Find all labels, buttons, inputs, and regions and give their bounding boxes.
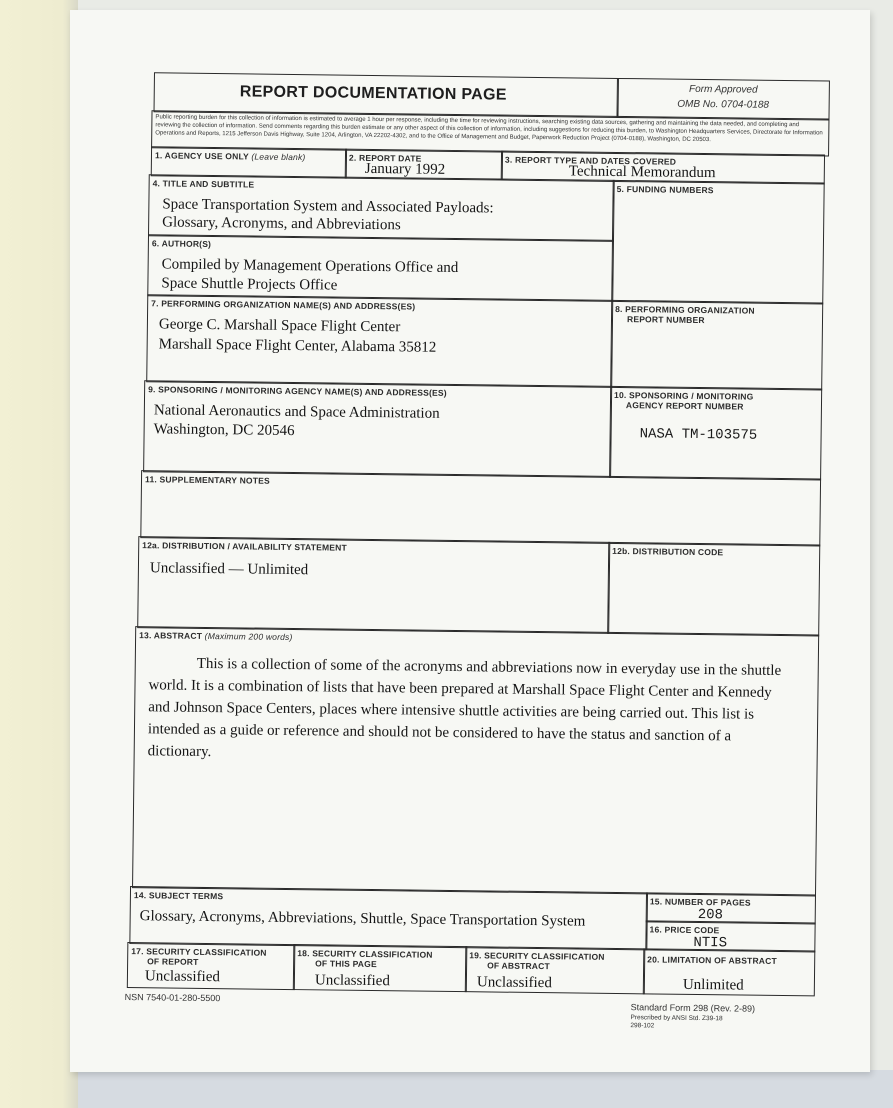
sec-abstract-value: Unclassified <box>476 974 552 992</box>
sec-page-value: Unclassified <box>314 972 390 990</box>
sec-abstract-label-2: OF ABSTRACT <box>487 960 550 972</box>
sec-abstract-label-1: 19. SECURITY CLASSIFICATION <box>469 950 605 962</box>
abstract-label: 13. ABSTRACT (Maximum 200 words) <box>139 630 293 643</box>
title-line-2: Glossary, Acronyms, and Abbreviations <box>162 214 401 234</box>
omb-number: OMB No. 0704-0188 <box>677 98 770 111</box>
nsn-number: NSN 7540-01-280-5500 <box>124 992 221 1004</box>
performing-org-line-1: George C. Marshall Space Flight Center <box>158 316 401 336</box>
prescribed-by: Prescribed by ANSI Std. Z39-18 <box>630 1014 723 1023</box>
background-left-page <box>0 0 78 1108</box>
agency-use-label: 1. AGENCY USE ONLY (Leave blank) <box>154 150 306 163</box>
sponsoring-label: 9. SPONSORING / MONITORING AGENCY NAME(S) AND ADDRESS(ES) <box>148 384 447 398</box>
form-approved-label: Form Approved <box>688 83 758 96</box>
limitation-value: Unlimited <box>682 976 744 994</box>
funding-label: 5. FUNDING NUMBERS <box>616 183 714 196</box>
authors-label: 6. AUTHOR(S) <box>151 238 212 250</box>
performing-org-label: 7. PERFORMING ORGANIZATION NAME(S) AND ADDRESS(ES) <box>151 298 416 312</box>
standard-form: Standard Form 298 (Rev. 2-89) <box>630 1002 756 1014</box>
num-pages-label: 15. NUMBER OF PAGES <box>649 896 751 908</box>
document-sheet <box>70 10 870 1072</box>
distribution-value: Unclassified — Unlimited <box>149 560 309 579</box>
report-date-label: 2. REPORT DATE <box>348 152 422 164</box>
performing-report-label-1: 8. PERFORMING ORGANIZATION <box>615 303 755 316</box>
sponsoring-report-label-2: AGENCY REPORT NUMBER <box>625 400 744 412</box>
sec-page-label-1: 18. SECURITY CLASSIFICATION <box>297 948 433 960</box>
sec-page-label-2: OF THIS PAGE <box>315 958 377 970</box>
subject-terms-label: 14. SUBJECT TERMS <box>133 890 224 902</box>
sponsoring-report-label-1: 10. SPONSORING / MONITORING <box>614 389 754 402</box>
price-code-value: NTIS <box>693 934 728 952</box>
price-code-label: 16. PRICE CODE <box>649 924 720 936</box>
sponsoring-line-1: National Aeronautics and Space Administration <box>153 402 440 422</box>
funding-cell <box>611 180 824 305</box>
sponsoring-line-2: Washington, DC 20546 <box>153 421 295 440</box>
report-documentation-form <box>118 72 830 1055</box>
burden-notice: Public reporting burden for this collection of information is estimated to average 1 hour per response, including the time for reviewing instructions, searching existing data sources, gathering and maintaining the data needed, and completing and reviewing the collection of information. Send comments regarding this burden estimate or any other aspect of this collection of information, including suggestions for reducing this burden, to Washington Headquarters Services, Directorate for Information Operations and Reports, 1215 Jefferson Davis Highway, Suite 1204, Arlington, VA 22202-4302, and to the Office of Management and Budget, Paperwork Reduction Project (0704-0188), Washington, DC 20503. <box>155 114 823 144</box>
distribution-label: 12a. DISTRIBUTION / AVAILABILITY STATEMENT <box>142 540 347 553</box>
limitation-label: 20. LIMITATION OF ABSTRACT <box>647 954 777 966</box>
form-code: 298-102 <box>630 1022 655 1030</box>
background-surface <box>78 1070 893 1108</box>
sec-report-label-2: OF REPORT <box>147 956 199 967</box>
authors-line-1: Compiled by Management Operations Office and <box>161 256 459 277</box>
title-label: 4. TITLE AND SUBTITLE <box>152 178 255 190</box>
title-line-1: Space Transportation System and Associated Payloads: <box>162 196 494 217</box>
sec-report-label-1: 17. SECURITY CLASSIFICATION <box>131 946 267 958</box>
report-type-value: Technical Memorandum <box>568 163 716 182</box>
distribution-code-label: 12b. DISTRIBUTION CODE <box>612 545 724 558</box>
performing-org-line-2: Marshall Space Flight Center, Alabama 35812 <box>158 336 437 356</box>
subject-terms-value: Glossary, Acronyms, Abbreviations, Shuttle, Space Transportation System <box>139 908 586 930</box>
sec-report-value: Unclassified <box>144 968 221 986</box>
num-pages-value: 208 <box>697 906 724 924</box>
authors-line-2: Space Shuttle Projects Office <box>161 275 338 294</box>
performing-report-label-2: REPORT NUMBER <box>626 314 705 326</box>
abstract-text: This is a collection of some of the acronyms and abbreviations now in everyday use in the shuttle world. It is a combination of lists that have been prepared at Marshall Space Flight Center and Kennedy and Johnson Space Centers, places where intensive shuttle activities are being carried out. This list is intended as a guide or reference and should not be considered to have the status and sanction of a dictionary. <box>147 655 782 761</box>
form-title: REPORT DOCUMENTATION PAGE <box>239 83 507 104</box>
supplementary-label: 11. SUPPLEMENTARY NOTES <box>144 474 270 486</box>
agency-report-number: NASA TM-103575 <box>639 426 758 444</box>
report-type-label: 3. REPORT TYPE AND DATES COVERED <box>504 154 677 167</box>
report-date-value: January 1992 <box>364 160 446 178</box>
